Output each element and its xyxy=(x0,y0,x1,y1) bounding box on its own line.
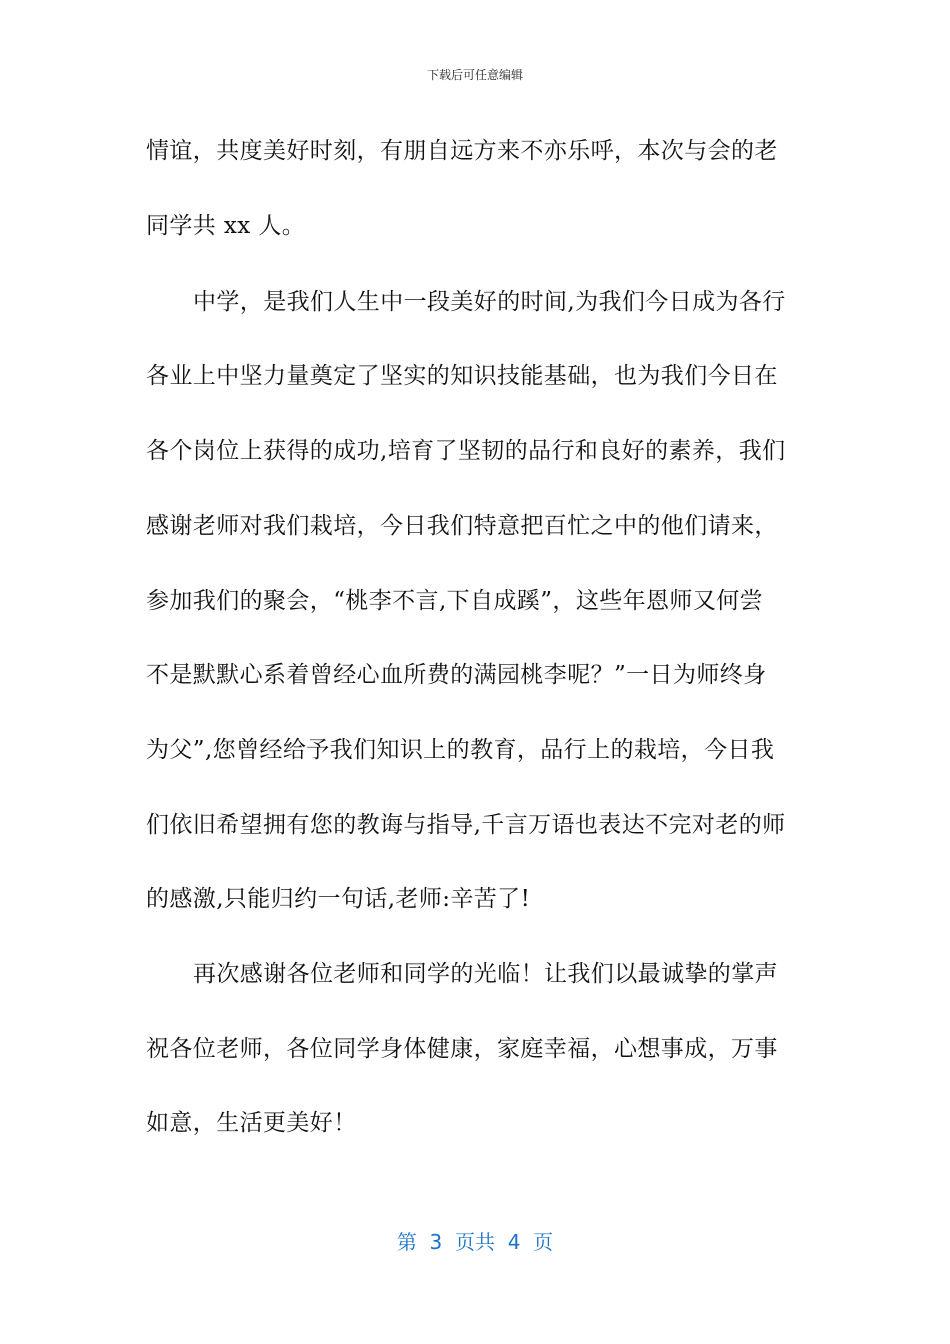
page-number-footer: 第 3 页共 4 页 xyxy=(396,1230,554,1254)
text-line: 同学共 xx 人。 xyxy=(146,213,306,239)
text-line: 各业上中坚力量奠定了坚实的知识技能基础，也为我们今日在 xyxy=(146,363,778,389)
paragraph-start-line: 再次感谢各位老师和同学的光临！让我们以最诚挚的掌声 xyxy=(193,961,778,987)
text-line: 祝各位老师，各位同学身体健康，家庭幸福，心想事成，万事 xyxy=(146,1036,778,1062)
text-line: 参加我们的聚会，“桃李不言,下自成蹊”，这些年恩师又何尝 xyxy=(146,588,764,614)
text-line: 不是默默心系着曾经心血所费的满园桃李呢？”一日为师终身 xyxy=(146,662,767,688)
paragraph-start-line: 中学，是我们人生中一段美好的时间,为我们今日成为各行 xyxy=(193,289,786,315)
text-line: 们依旧希望拥有您的教诲与指导,千言万语也表达不完对老的师 xyxy=(146,812,786,838)
text-line: 情谊，共度美好时刻，有朋自远方来不亦乐呼，本次与会的老 xyxy=(146,138,778,164)
header-note: 下载后可任意编辑 xyxy=(426,68,523,82)
text-line: 各个岗位上获得的成功,培育了坚韧的品行和良好的素养，我们 xyxy=(146,438,786,464)
text-line: 为父”,您曾经给予我们知识上的教育，品行上的栽培，今日我 xyxy=(146,737,775,763)
text-line: 的感激,只能归约一句话,老师:辛苦了! xyxy=(146,886,531,912)
text-line: 感谢老师对我们栽培，今日我们特意把百忙之中的他们请来， xyxy=(146,513,778,539)
text-line: 如意，生活更美好！ xyxy=(146,1110,357,1136)
